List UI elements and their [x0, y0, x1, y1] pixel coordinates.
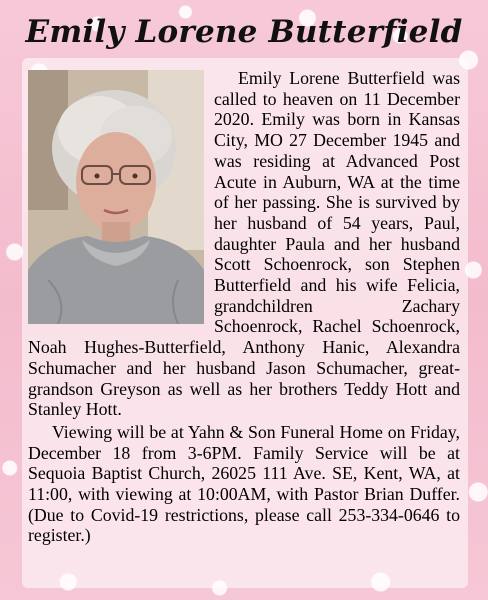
portrait-illustration — [28, 70, 204, 324]
obituary-title: Emily Lorene Butterfield — [25, 14, 463, 50]
obituary-paragraph-1: Emily Lorene Butterfield was called to heaven on 11 December 2020. Emily was born in Kansas City, MO 27 December 1945 and was residing at Advanced Post Acute in Auburn, WA at the time of her passing. She is survived by her husband of 54 years, Paul, daughter Paula and her husband Scott Schoenrock, son Stephen Butterfield and his wife Felicia, grandchildren Zachary Schoenrock, Rachel Schoenrock, Noah Hughes-Butterfield, Anthony Hanic, Alexandra Schumacher and her husband Jason Schumacher, great-grandson Greyson as well as her brothers Teddy Hott and Stanley Hott. — [28, 68, 460, 420]
obituary-body — [28, 68, 460, 546]
obituary-paragraph-2: Viewing will be at Yahn & Son Funeral Home on Friday, December 18 from 3-6PM. Family Service will be at Sequoia Baptist Church, 26025 111 Ave. SE, Kent, WA, at 11:00, with viewing at 10:00AM, with Pastor Brian Duffer. (Due to Covid-19 restrictions, please call 253-334-0646 to register.) — [28, 421, 460, 546]
portrait-photo — [28, 70, 204, 324]
